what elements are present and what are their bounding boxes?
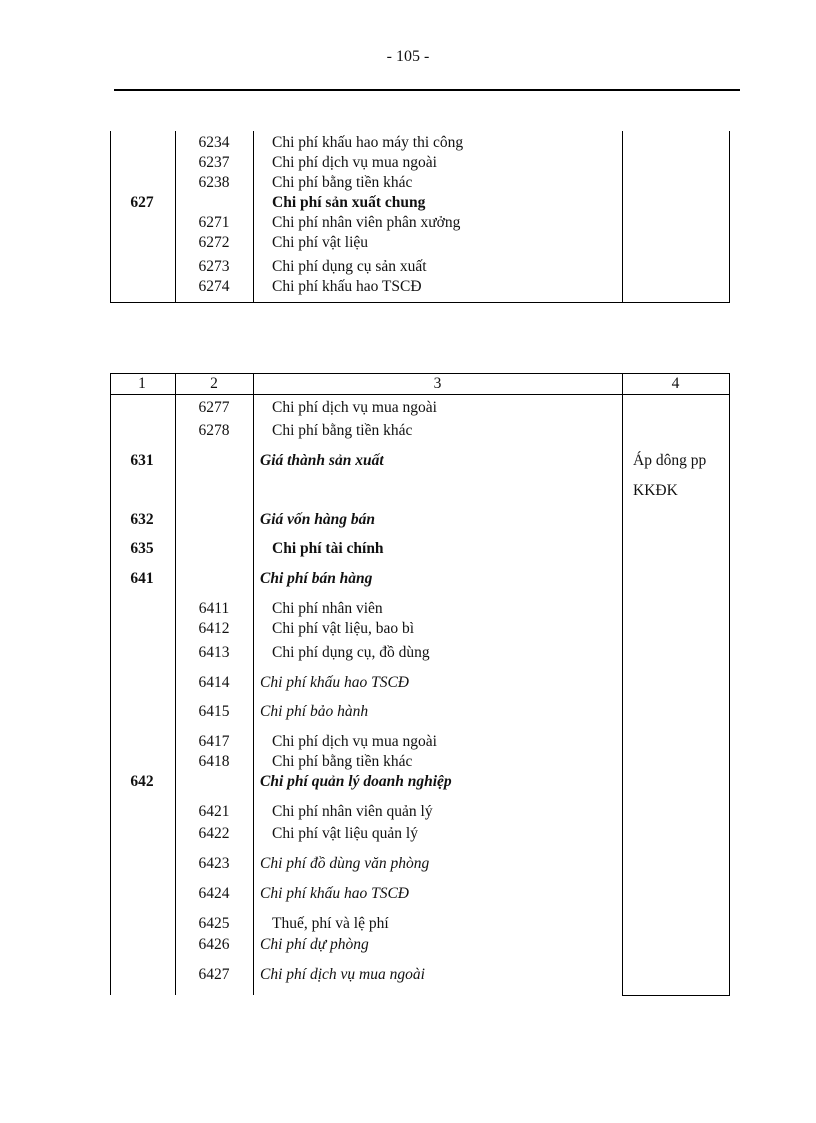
t2-row-18-name: Chi phí khấu hao TSCĐ (260, 885, 409, 902)
t1-row-6-name: Chi phí dụng cụ sản xuất (272, 258, 427, 275)
header-rule (114, 89, 740, 91)
t2-row-8-name: Chi phí vật liệu, bao bì (272, 620, 415, 637)
t2-row-21-sub: 6427 (198, 966, 230, 983)
t1-row-7-sub: 6274 (198, 278, 230, 295)
t2-row-19-sub: 6425 (198, 915, 230, 932)
table1-border-left (110, 131, 111, 302)
t2-row-5-account: 635 (130, 540, 154, 557)
t2-row-1-name: Chi phí bằng tiền khác (272, 422, 413, 439)
header-col-1: 1 (138, 375, 146, 392)
table2-divider-2 (253, 373, 254, 995)
t2-row-7-sub: 6411 (198, 600, 230, 617)
t2-row-19-name: Thuế, phí và lệ phí (272, 915, 389, 932)
t2-row-4-account: 632 (130, 511, 154, 528)
t2-row-17-name: Chi phí đồ dùng văn phòng (260, 855, 430, 872)
table1-divider-3 (622, 131, 623, 302)
t2-row-9-name: Chi phí dụng cụ, đồ dùng (272, 644, 430, 661)
header-col-2: 2 (210, 375, 218, 392)
t2-row-20-name: Chi phí dự phòng (260, 936, 369, 953)
t2-row-0-sub: 6277 (198, 399, 230, 416)
t2-row-12-sub: 6417 (198, 733, 230, 750)
header-col-4: 4 (671, 375, 680, 392)
table1-border-right (729, 131, 730, 302)
t1-row-1-name: Chi phí dịch vụ mua ngoài (272, 154, 437, 171)
t2-row-13-sub: 6418 (198, 753, 230, 770)
t2-row-10-sub: 6414 (198, 674, 230, 691)
page-number: - 105 - (386, 48, 430, 65)
t1-row-3-name: Chi phí sản xuất chung (272, 194, 426, 211)
t1-row-0-sub: 6234 (198, 134, 230, 151)
t2-row-14-account: 642 (130, 773, 154, 790)
t2-row-15-name: Chi phí nhân viên quản lý (272, 803, 433, 820)
t2-row-16-sub: 6422 (198, 825, 230, 842)
t2-row-8-sub: 6412 (198, 620, 230, 637)
t2-row-14-name: Chi phí quản lý doanh nghiệp (260, 773, 452, 790)
t1-row-4-sub: 6271 (198, 214, 230, 231)
t2-row-2-name: Giá thành sản xuất (260, 452, 384, 469)
t2-row-2-account: 631 (130, 452, 154, 469)
table2-divider-3 (622, 373, 623, 995)
t2-row-1-sub: 6278 (198, 422, 230, 439)
t1-row-4-name: Chi phí nhân viên phân xưởng (272, 214, 461, 231)
t2-row-0-name: Chi phí dịch vụ mua ngoài (272, 399, 437, 416)
t1-row-5-sub: 6272 (198, 234, 230, 251)
t1-row-1-sub: 6237 (198, 154, 230, 171)
t2-row-2-note: Áp dông pp (633, 452, 707, 469)
t1-row-6-sub: 6273 (198, 258, 230, 275)
t2-row-3-note: KKĐK (633, 482, 678, 499)
t2-row-6-name: Chi phí bán hàng (260, 570, 373, 587)
t2-row-12-name: Chi phí dịch vụ mua ngoài (272, 733, 437, 750)
t1-row-3-account: 627 (130, 194, 154, 211)
t2-row-9-sub: 6413 (198, 644, 230, 661)
t2-row-4-name: Giá vốn hàng bán (260, 511, 375, 528)
t2-row-7-name: Chi phí nhân viên (272, 600, 383, 617)
t2-row-16-name: Chi phí vật liệu quản lý (272, 825, 418, 842)
t1-row-0-name: Chi phí khấu hao máy thi công (272, 134, 464, 151)
t2-row-13-name: Chi phí bằng tiền khác (272, 753, 413, 770)
t2-row-15-sub: 6421 (198, 803, 230, 820)
t2-row-6-account: 641 (130, 570, 154, 587)
t2-row-20-sub: 6426 (198, 936, 230, 953)
t2-row-17-sub: 6423 (198, 855, 230, 872)
header-col-3: 3 (433, 375, 442, 392)
t1-row-7-name: Chi phí khấu hao TSCĐ (272, 278, 422, 295)
table2-border-top (110, 373, 730, 374)
t2-row-21-name: Chi phí dịch vụ mua ngoài (260, 966, 425, 983)
t1-row-2-sub: 6238 (198, 174, 230, 191)
table1-divider-2 (253, 131, 254, 302)
t2-row-10-name: Chi phí khấu hao TSCĐ (260, 674, 409, 691)
t1-row-5-name: Chi phí vật liệu (272, 234, 369, 251)
table1-border-bottom (110, 302, 730, 303)
table2-col4-bottom (622, 995, 730, 996)
table2-border-right (729, 373, 730, 995)
table2-header-rule (110, 394, 730, 395)
t2-row-5-name: Chi phí tài chính (272, 540, 384, 557)
t2-row-18-sub: 6424 (198, 885, 230, 902)
t2-row-11-sub: 6415 (198, 703, 230, 720)
t1-row-2-name: Chi phí bằng tiền khác (272, 174, 413, 191)
t2-row-11-name: Chi phí bảo hành (260, 703, 369, 720)
